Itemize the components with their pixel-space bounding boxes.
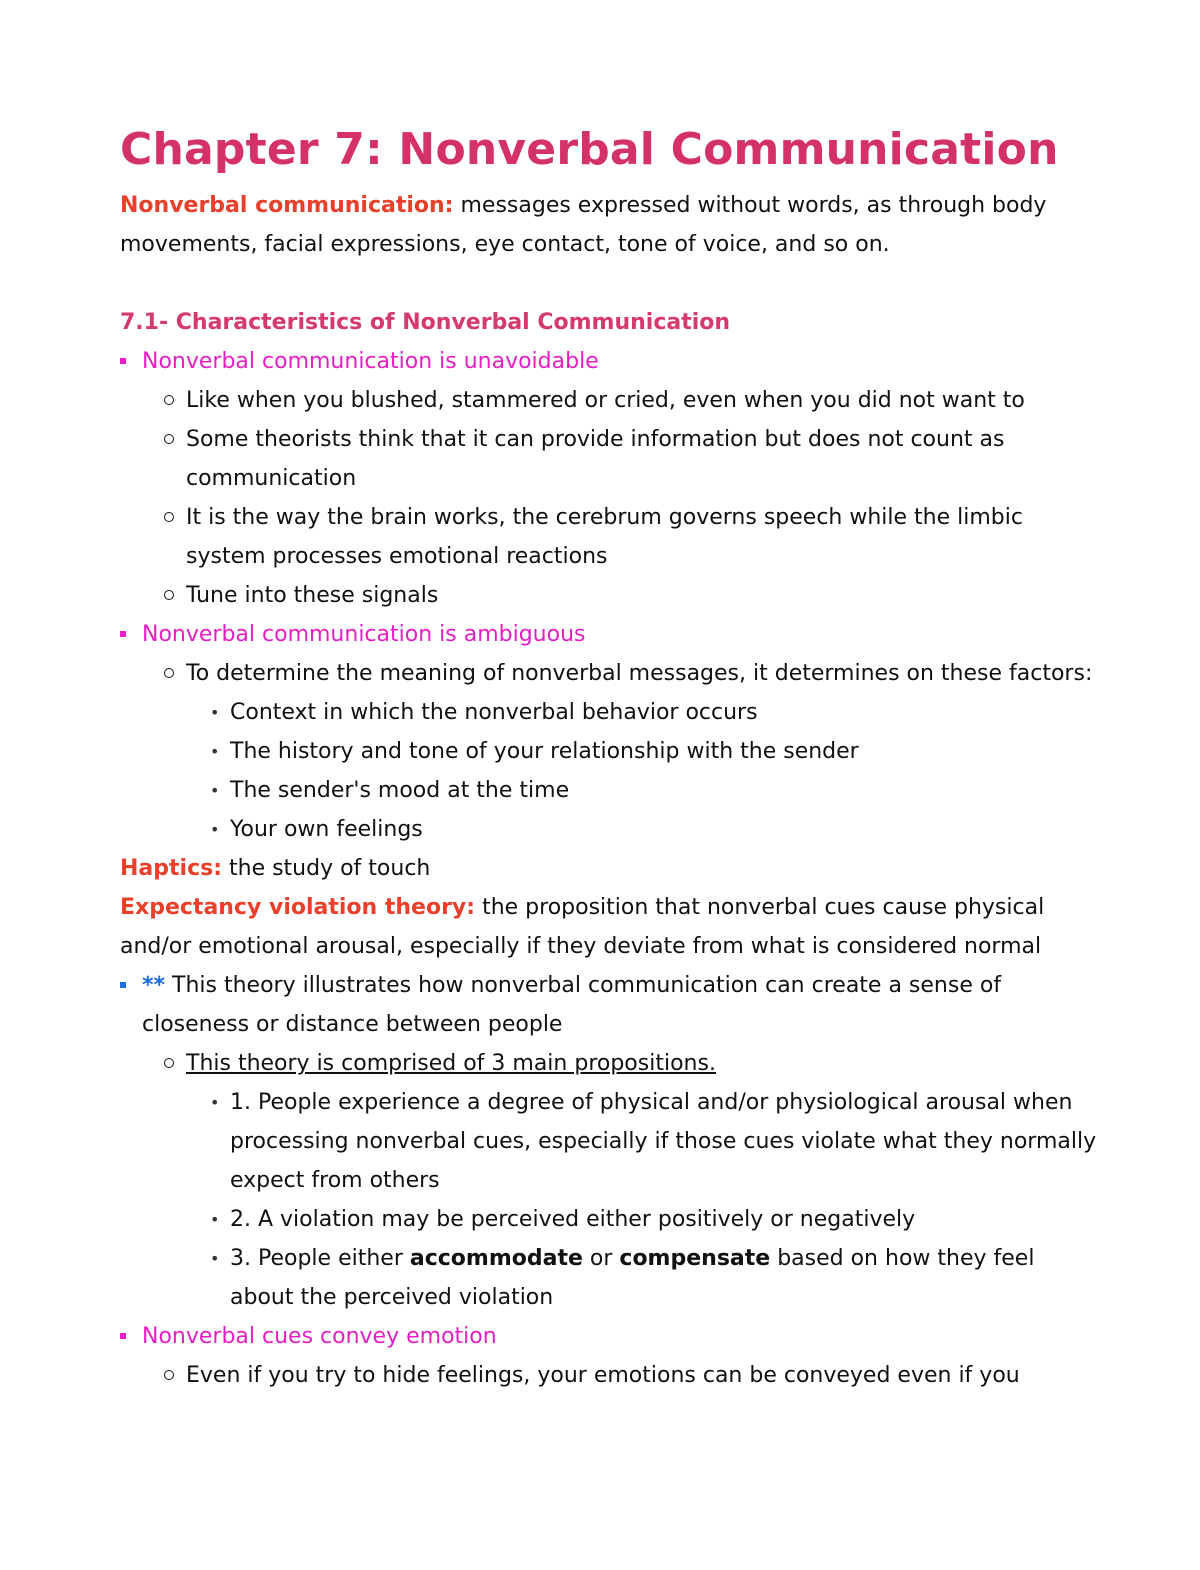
list-item bbox=[120, 693, 1100, 732]
list-item-text: It is the way the brain works, the cerebrum governs speech while the limbic system processes emotional reactions bbox=[186, 505, 1023, 569]
section-heading: 7.1- Characteristics of Nonverbal Communication bbox=[120, 310, 731, 335]
term-label: Expectancy violation theory: bbox=[120, 895, 476, 920]
list-item bbox=[120, 576, 1100, 615]
point-label: Nonverbal communication is ambiguous bbox=[142, 622, 586, 647]
definition-text: the proposition that nonverbal cues cause physical and/or emotional arousal, especially if they deviate from what is considered normal bbox=[120, 895, 1045, 959]
dot-bullet-icon: • bbox=[210, 742, 220, 761]
list-item bbox=[120, 381, 1100, 420]
list-item bbox=[120, 732, 1100, 771]
list-item-text: 1. People experience a degree of physical and/or physiological arousal when processing nonverbal cues, especially if those cues violate what they normally expect from others bbox=[230, 1090, 1097, 1193]
square-bullet-icon bbox=[120, 1317, 130, 1356]
list-item bbox=[120, 342, 1100, 381]
list-item-text: This theory illustrates how nonverbal communication can create a sense of closeness or distance between people bbox=[142, 973, 1002, 1037]
definition-nonverbal bbox=[120, 186, 1100, 264]
circle-bullet-icon bbox=[164, 381, 180, 420]
dot-bullet-icon: • bbox=[210, 1210, 220, 1229]
circle-bullet-icon bbox=[164, 1356, 180, 1395]
list-item bbox=[120, 1044, 1100, 1083]
definition-haptics bbox=[120, 849, 1100, 888]
definition-text: the study of touch bbox=[222, 856, 431, 881]
document-page bbox=[120, 118, 1100, 1395]
list-item bbox=[120, 615, 1100, 654]
term-label: Haptics: bbox=[120, 856, 222, 881]
list-item bbox=[120, 420, 1100, 498]
list-item-text: Even if you try to hide feelings, your emotions can be conveyed even if you bbox=[186, 1363, 1020, 1388]
list-item-text: Like when you blushed, stammered or cried, even when you did not want to bbox=[186, 388, 1025, 413]
list-item bbox=[120, 771, 1100, 810]
bold-term: accommodate bbox=[409, 1246, 583, 1271]
circle-bullet-icon bbox=[164, 498, 180, 537]
circle-bullet-icon bbox=[164, 576, 180, 615]
list-item bbox=[120, 810, 1100, 849]
note-marker: ** bbox=[142, 973, 166, 998]
circle-bullet-icon bbox=[164, 654, 180, 693]
list-item-text: This theory is comprised of 3 main propositions. bbox=[186, 1051, 716, 1076]
point-label: Nonverbal communication is unavoidable bbox=[142, 349, 599, 374]
term-label: Nonverbal communication: bbox=[120, 193, 454, 218]
definition-text: messages expressed without words, as through body movements, facial expressions, eye contact, tone of voice, and so on. bbox=[120, 193, 1047, 257]
list-item bbox=[120, 1317, 1100, 1356]
list-item bbox=[120, 1083, 1100, 1200]
list-item bbox=[120, 1356, 1100, 1395]
list-item bbox=[120, 1200, 1100, 1239]
square-bullet-icon bbox=[120, 342, 130, 381]
list-item-text: Context in which the nonverbal behavior occurs bbox=[230, 700, 758, 725]
dot-bullet-icon: • bbox=[210, 820, 220, 839]
list-item bbox=[120, 654, 1100, 693]
dot-bullet-icon: • bbox=[210, 1093, 220, 1112]
list-item-text: Your own feelings bbox=[230, 817, 423, 842]
definition-expectancy-violation bbox=[120, 888, 1100, 966]
list-item-text: The sender's mood at the time bbox=[230, 778, 570, 803]
list-item bbox=[120, 1239, 1100, 1317]
circle-bullet-icon bbox=[164, 1044, 180, 1083]
list-item bbox=[120, 498, 1100, 576]
point-label: Nonverbal cues convey emotion bbox=[142, 1324, 497, 1349]
dot-bullet-icon: • bbox=[210, 703, 220, 722]
list-item-text: 3. People either accommodate or compensate based on how they feel about the perceived violation bbox=[230, 1246, 1035, 1310]
square-bullet-icon bbox=[120, 615, 130, 654]
bold-term: compensate bbox=[619, 1246, 771, 1271]
dot-bullet-icon: • bbox=[210, 781, 220, 800]
list-item bbox=[120, 966, 1100, 1044]
list-item-text: The history and tone of your relationship with the sender bbox=[230, 739, 859, 764]
list-item-text: Some theorists think that it can provide information but does not count as communication bbox=[186, 427, 1005, 491]
square-bullet-icon bbox=[120, 966, 130, 1005]
list-item-text: To determine the meaning of nonverbal messages, it determines on these factors: bbox=[186, 661, 1093, 686]
dot-bullet-icon: • bbox=[210, 1249, 220, 1268]
list-item-text: Tune into these signals bbox=[186, 583, 439, 608]
chapter-title: Chapter 7: Nonverbal Communication bbox=[120, 124, 1059, 175]
circle-bullet-icon bbox=[164, 420, 180, 459]
list-item-text: 2. A violation may be perceived either positively or negatively bbox=[230, 1207, 916, 1232]
